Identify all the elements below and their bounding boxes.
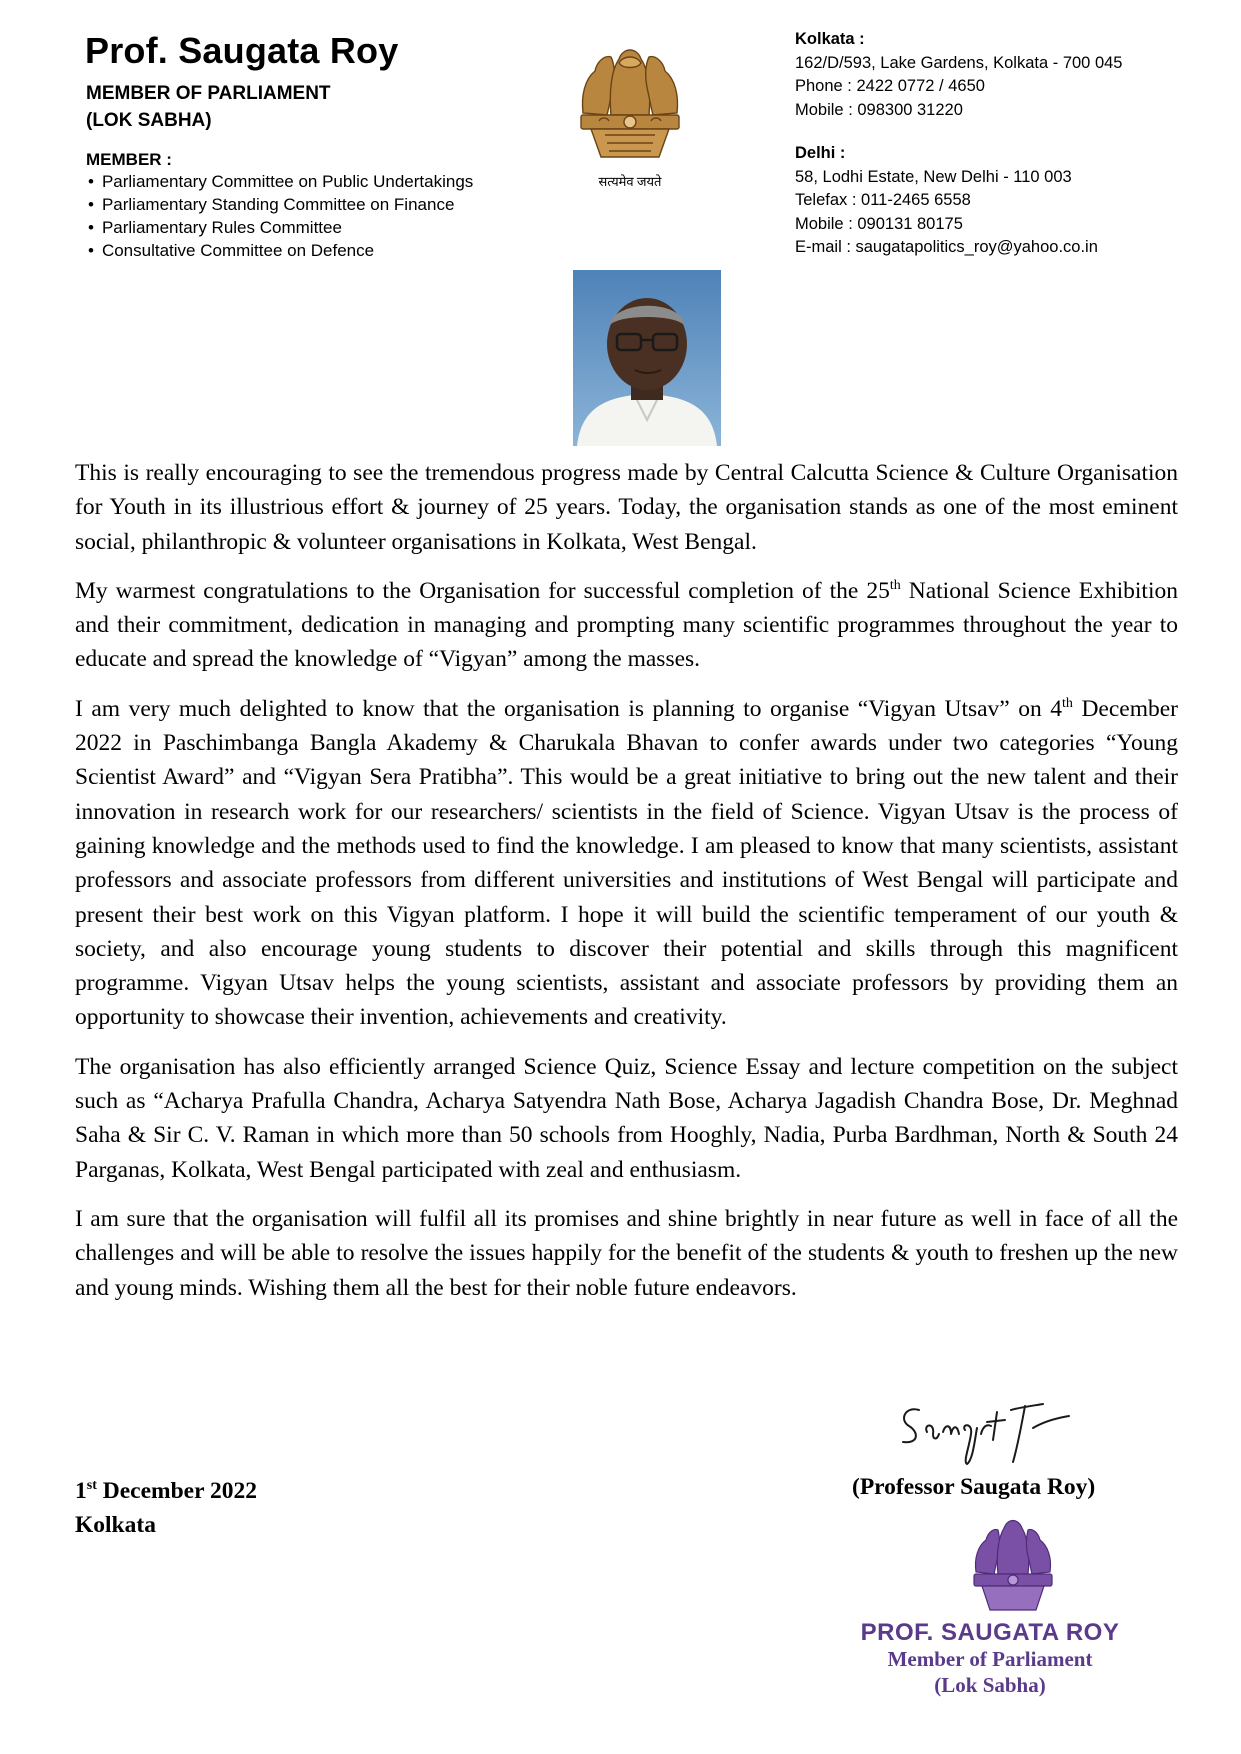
paragraph-4: The organisation has also efficiently arranged Science Quiz, Science Essay and lecture competition on the subject such as “Acharya Prafulla Chandra, Acharya Satyendra Nath Bose, Acharya Jagadish Chandra Bose, Dr. Meghnad Saha & Sir C. V. Raman in which more than 50 schools from Hooghly, Nadia, Purba Bardhman, North & South 24 Parganas, Kolkata, West Bengal participated with zeal and enthusiasm. [75, 1053, 1178, 1183]
paragraph-3: I am very much delighted to know that the organisation is planning to organise “Vigyan Utsav” on 4th December 2022 in Paschimbanga Bangla Akademy & Charukala Bhavan to confer awards under two categories “Young Scientist Award” and “Vigyan Sera Pratibha”. This would be a great initiative to bring out the new talent and their innovation in research work for our researchers/ scientists in the field of Science. Vigyan Utsav is the process of gaining knowledge and the methods used to find the knowledge. I am pleased to know that many scientists, assistant professors and associate professors from different universities and institutions of West Bengal will participate and present their best work on this Vigyan platform. I hope it will build the scientific temperament of our youth & society, and also encourage young students to discover their potential and skills through this magnificent programme. Vigyan Utsav helps the young scientists, assistant and associate professors by providing them an opportunity to showcase their invention, achievements and creativity. [75, 695, 1178, 1031]
handwritten-signature [893, 1398, 1083, 1470]
committee-item: • Consultative Committee on Defence [88, 239, 473, 262]
national-emblem-icon [575, 35, 685, 165]
letter-date: 1st December 2022 [75, 1478, 257, 1504]
kolkata-heading: Kolkata : [795, 30, 865, 48]
stamp-house: (Lok Sabha) [934, 1673, 1046, 1697]
stamp-emblem-icon [968, 1510, 1058, 1618]
role-line-1: MEMBER OF PARLIAMENT [86, 83, 331, 104]
letter-place: Kolkata [75, 1512, 156, 1538]
committee-list [88, 170, 473, 262]
delhi-email: E-mail : saugatapolitics_roy@yahoo.co.in [795, 238, 1098, 256]
stamp-role: Member of Parliament [887, 1647, 1093, 1671]
letterhead-role [86, 80, 331, 134]
paragraph-1: This is really encouraging to see the tremendous progress made by Central Calcutta Science & Culture Organisation for Youth in its illustrious effort & journey of 25 years. Today, the organisation stands as one of the most eminent social, philanthropic & volunteer organisations in Kolkata, West Bengal. [75, 460, 1178, 555]
signatory-name: (Professor Saugata Roy) [852, 1474, 1096, 1500]
committee-item: • Parliamentary Standing Committee on Finance [88, 193, 473, 216]
letterhead-name: Prof. Saugata Roy [85, 30, 399, 71]
portrait-photo [573, 270, 721, 446]
delhi-telefax: Telefax : 011-2465 6558 [795, 191, 971, 209]
kolkata-address: 162/D/593, Lake Gardens, Kolkata - 700 045 [795, 53, 1123, 72]
contact-block [795, 28, 1122, 260]
delhi-mobile: Mobile : 090131 80175 [795, 214, 963, 233]
paragraph-2: My warmest congratulations to the Organisation for successful completion of the 25th National Science Exhibition and their commitment, dedication in managing and prompting many scientific programmes throughout the year to educate and spread the knowledge of “Vigyan” among the masses. [75, 577, 1178, 673]
role-line-2: (LOK SABHA) [86, 110, 212, 131]
paragraph-5: I am sure that the organisation will fulfil all its promises and shine brightly in near future as well in face of all the challenges and will be able to resolve the issues happily for the benefit of the students & youth to freshen up the new and young minds. Wishing them all the best for their noble future endeavors. [75, 1205, 1178, 1301]
member-heading: MEMBER : [86, 150, 172, 169]
stamp-name: PROF. SAUGATA ROY [860, 1619, 1120, 1646]
date-place-block [75, 1474, 257, 1542]
delhi-heading: Delhi : [795, 144, 846, 162]
letter-body [75, 456, 1178, 1320]
official-stamp [830, 1620, 1150, 1698]
committee-item: • Parliamentary Rules Committee [88, 216, 473, 239]
kolkata-mobile: Mobile : 098300 31220 [795, 100, 963, 119]
committee-item: • Parliamentary Committee on Public Undertakings [88, 170, 473, 193]
emblem-motto: सत्यमेव जयते [598, 174, 662, 189]
delhi-address: 58, Lodhi Estate, New Delhi - 110 003 [795, 167, 1072, 186]
kolkata-phone: Phone : 2422 0772 / 4650 [795, 77, 985, 95]
